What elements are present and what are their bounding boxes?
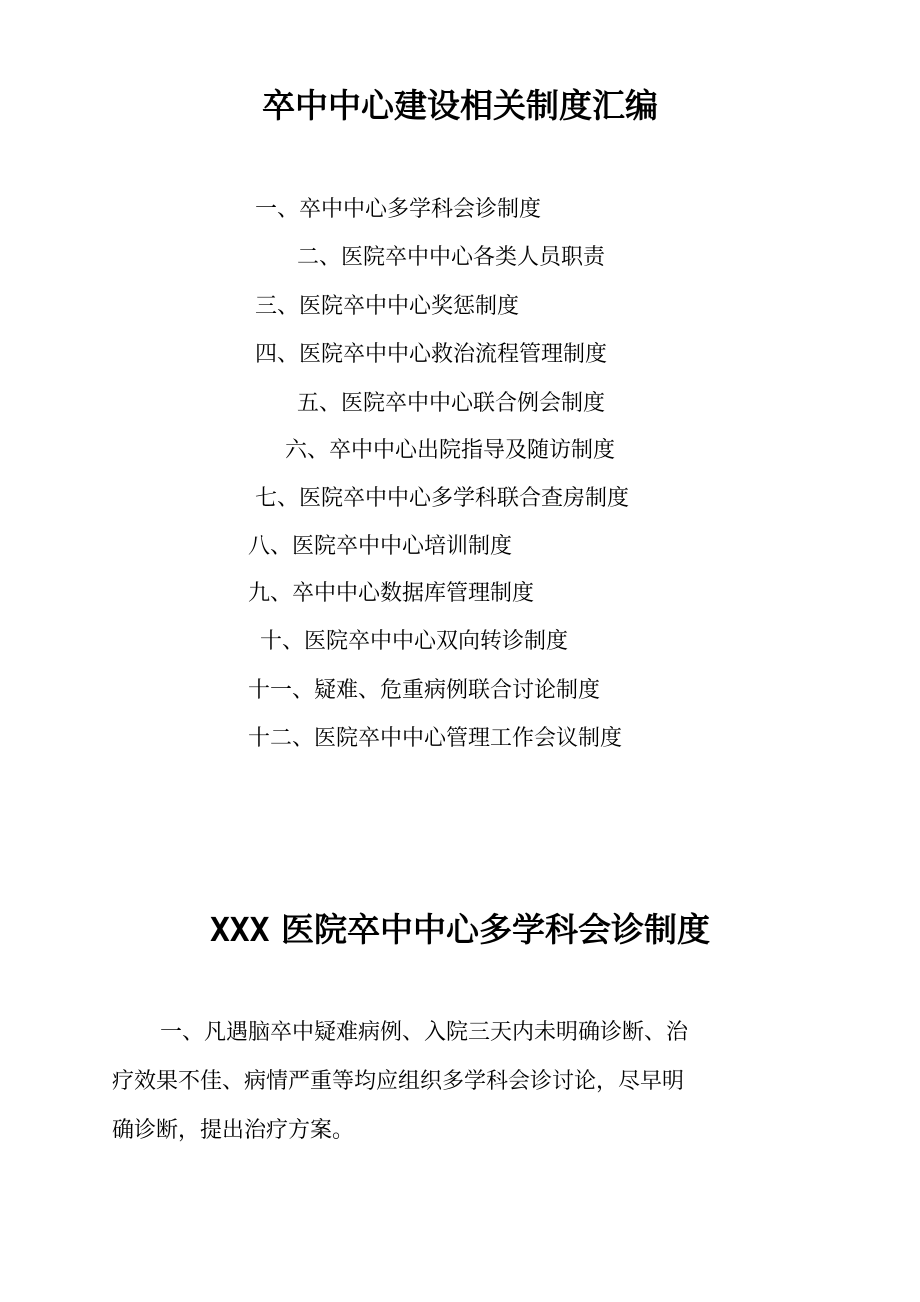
toc-item-2: 二、医院卒中中心各类人员职责	[297, 245, 606, 270]
toc-item-11: 十一、疑难、危重病例联合讨论制度	[248, 678, 601, 703]
toc-item-10: 十、医院卒中中心双向转诊制度	[260, 629, 569, 654]
toc-item-4: 四、医院卒中中心救治流程管理制度	[255, 342, 608, 367]
paragraph-line-3: 确诊断，提出治疗方案。	[112, 1118, 355, 1143]
paragraph-line-1: 一、凡遇脑卒中疑难病例、入院三天内未明确诊断、治	[160, 1020, 689, 1045]
section-title-text: 医院卒中中心多学科会诊制度	[281, 910, 711, 949]
toc-item-8: 八、医院卒中中心培训制度	[248, 534, 513, 559]
section-title	[0, 906, 920, 954]
section-title-prefix: XXX	[209, 910, 270, 949]
toc-item-6: 六、卒中中心出院指导及随访制度	[285, 438, 616, 463]
paragraph-line-2: 疗效果不佳、病情严重等均应组织多学科会诊讨论，尽早明	[112, 1069, 685, 1094]
toc-item-7: 七、医院卒中中心多学科联合查房制度	[255, 486, 630, 511]
toc-item-12: 十二、医院卒中中心管理工作会议制度	[248, 726, 623, 751]
page-title: 卒中中心建设相关制度汇编	[262, 86, 658, 125]
toc-item-3: 三、医院卒中中心奖惩制度	[255, 294, 520, 319]
toc-item-1: 一、卒中中心多学科会诊制度	[255, 197, 542, 222]
toc-item-5: 五、医院卒中中心联合例会制度	[297, 391, 606, 416]
toc-item-9: 九、卒中中心数据库管理制度	[248, 581, 535, 606]
